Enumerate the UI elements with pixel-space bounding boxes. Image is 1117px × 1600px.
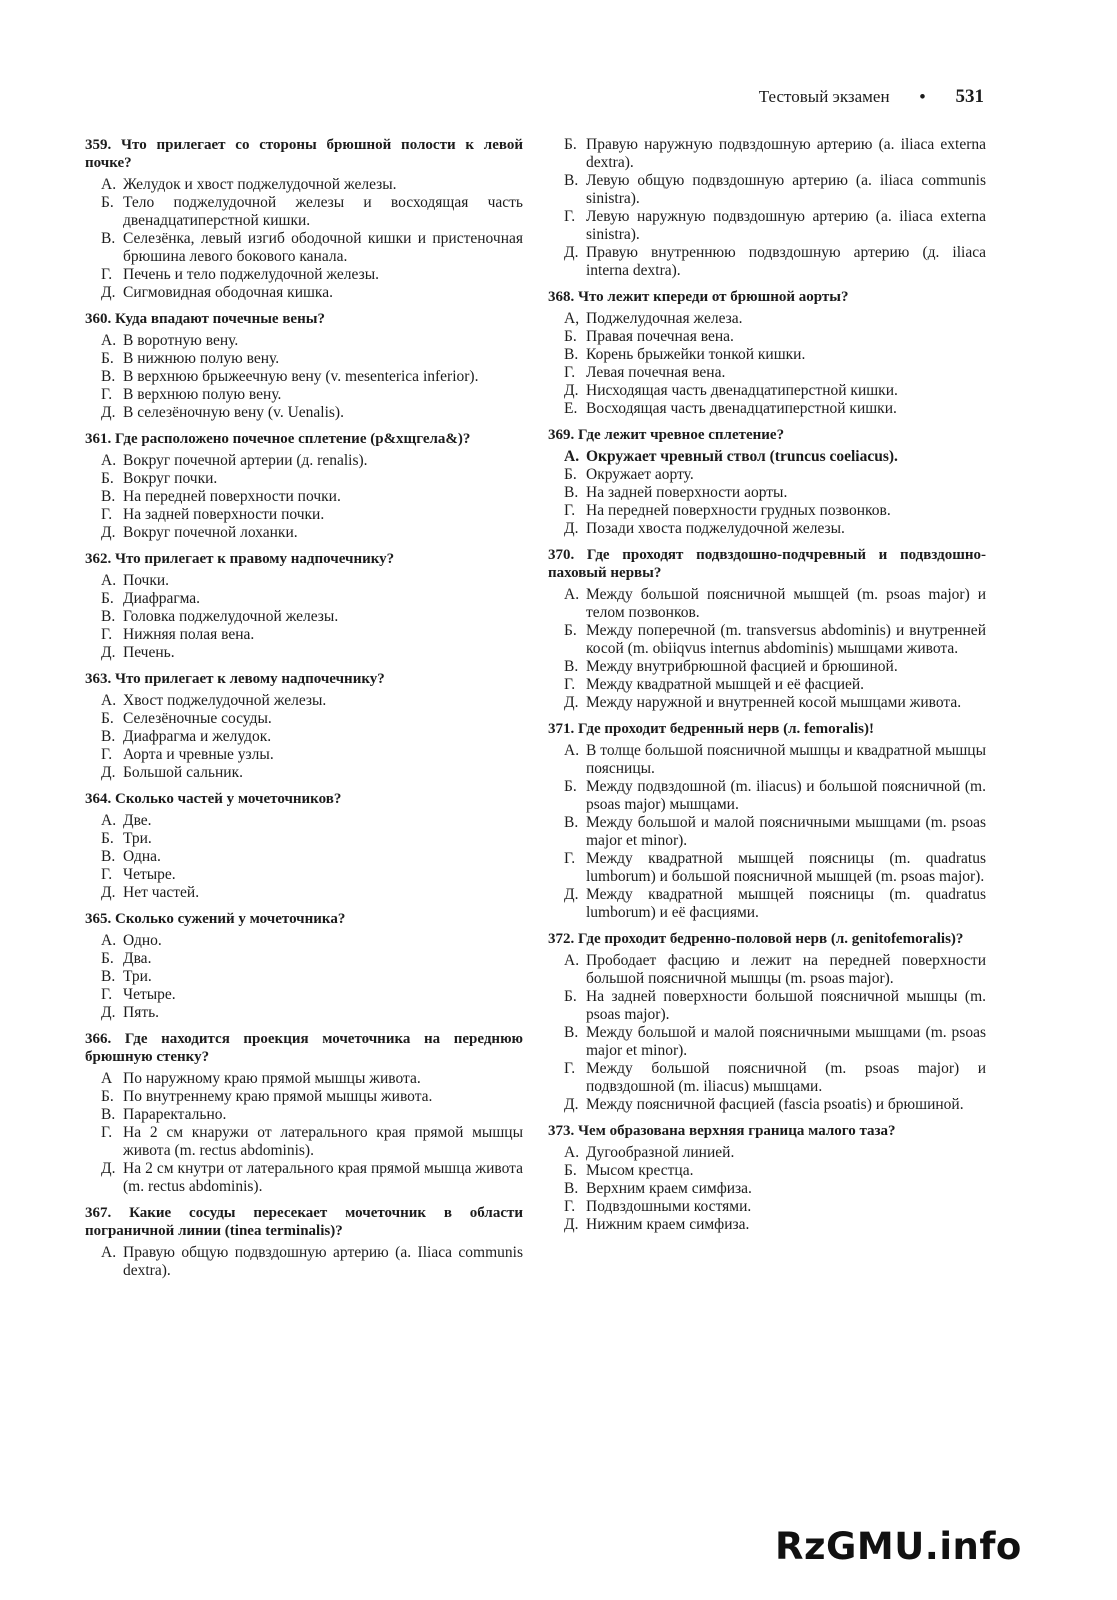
answer-text: Левая почечная вена. xyxy=(586,364,726,381)
answer-option xyxy=(85,812,523,830)
answer-letter: В. xyxy=(564,658,579,675)
answer-text: Большой сальник. xyxy=(123,764,243,781)
answer-letter: А. xyxy=(101,692,117,709)
question-title: 368. Что лежит кпереди от брюшной аорты? xyxy=(548,289,849,305)
answer-option xyxy=(548,136,986,172)
answer-letter: А. xyxy=(564,742,580,759)
answer-letter: Д. xyxy=(101,644,116,661)
answer-letter: Г. xyxy=(101,506,113,523)
answer-letter: Б. xyxy=(101,590,114,607)
answer-option xyxy=(85,710,523,728)
answer-option xyxy=(548,742,986,778)
answer-letter: Г. xyxy=(101,266,113,283)
answer-letter: Б. xyxy=(101,350,114,367)
answer-letter: В. xyxy=(564,814,579,831)
answer-letter: А. xyxy=(101,572,117,589)
answer-text: Окружает аорту. xyxy=(586,466,694,483)
answer-option xyxy=(85,350,523,368)
answer-option xyxy=(85,884,523,902)
answer-text: Диафрагма и желудок. xyxy=(123,728,272,745)
answer-option xyxy=(85,176,523,194)
answer-letter: В. xyxy=(101,368,116,385)
answer-option xyxy=(548,1024,986,1060)
answer-letter: А. xyxy=(101,332,117,349)
answer-text: Между большой поясничной (m. psoas major) и подвздошной (m. iliacus) мышцами. xyxy=(586,1060,986,1095)
answer-letter: А xyxy=(101,1070,113,1087)
answer-option xyxy=(548,586,986,622)
answer-letter: Д. xyxy=(564,694,579,711)
answer-text: На передней поверхности почки. xyxy=(123,488,341,505)
answer-text: Прободает фасцию и лежит на передней поверхности большой поясничной мышцы (m. psoas major). xyxy=(586,952,986,987)
answer-letter: Д. xyxy=(564,244,579,261)
answer-option xyxy=(548,1096,986,1114)
answer-letter: А. xyxy=(564,448,580,465)
answer-letter: Б. xyxy=(564,988,577,1005)
answer-text: Нижним краем симфиза. xyxy=(586,1216,750,1233)
answer-letter: Г. xyxy=(564,676,576,693)
question-block xyxy=(548,546,986,712)
answer-option xyxy=(85,452,523,470)
question-title: 361. Где расположено почечное сплетение (p&хщгела&)? xyxy=(85,431,471,447)
question-block xyxy=(85,790,523,902)
answer-option xyxy=(85,626,523,644)
answer-text: Тело поджелудочной железы и восходящая часть двенадцатиперстной кишки. xyxy=(123,194,523,229)
answer-option xyxy=(85,644,523,662)
answer-option xyxy=(85,572,523,590)
answer-letter: В. xyxy=(101,848,116,865)
answer-letter: Д. xyxy=(101,764,116,781)
answer-option xyxy=(85,764,523,782)
answer-text: Левую общую подвздошную артерию (a. iliaca communis sinistra). xyxy=(586,172,986,207)
answer-text: В нижнюю полую вену. xyxy=(123,350,280,367)
answer-text: Окружает чревный ствол (truncus coeliacus). xyxy=(586,448,898,465)
question-title: 362. Что прилегает к правому надпочечнику? xyxy=(85,551,395,567)
answer-text: Три. xyxy=(123,830,152,847)
answer-option xyxy=(548,778,986,814)
answer-text: Между квадратной мышцей поясницы (m. quadratus lumborum) и её фасциями. xyxy=(586,886,986,921)
answer-option xyxy=(85,1244,523,1280)
answer-text: Между внутрибрюшной фасцией и брюшиной. xyxy=(586,658,898,675)
answer-letter: Г. xyxy=(564,364,576,381)
answer-text: Правую общую подвздошную артерию (a. Iliaca communis dextra). xyxy=(123,1244,523,1279)
answer-text: Между большой и малой поясничными мышцами (m. psoas major et minor). xyxy=(586,1024,986,1059)
answer-letter: В. xyxy=(101,608,116,625)
answer-text: На 2 см кнаружи от латерального края прямой мышцы живота (m. rectus abdominis). xyxy=(123,1124,523,1159)
answer-text: Между большой и малой поясничными мышцами (m. psoas major et minor). xyxy=(586,814,986,849)
answer-option xyxy=(85,848,523,866)
answer-option xyxy=(548,952,986,988)
answer-letter: Б. xyxy=(101,194,114,211)
question-block xyxy=(548,426,986,538)
answer-text: В толще большой поясничной мышцы и квадратной мышцы поясницы. xyxy=(586,742,986,777)
answer-option xyxy=(548,364,986,382)
answer-option xyxy=(85,404,523,422)
answer-letter: А. xyxy=(101,932,117,949)
answer-text: Левую наружную подвздошную артерию (a. iliaca externa sinistra). xyxy=(586,208,986,243)
answer-letter: Д. xyxy=(101,404,116,421)
answer-text: Четыре. xyxy=(123,866,176,883)
answer-letter: В. xyxy=(564,172,579,189)
answer-text: Между подвздошной (m. iliacus) и большой поясничной (m. psoas major) мышцами. xyxy=(586,778,986,813)
answer-letter: В. xyxy=(101,488,116,505)
answer-option xyxy=(85,746,523,764)
question-block xyxy=(85,310,523,422)
answer-letter: Б. xyxy=(564,778,577,795)
answer-text: Диафрагма. xyxy=(123,590,201,607)
left-column xyxy=(85,136,523,1288)
answer-letter: Д. xyxy=(101,284,116,301)
answer-text: Между поясничной фасцией (fascia psoatis) и брюшиной. xyxy=(586,1096,964,1113)
answer-text: Три. xyxy=(123,968,152,985)
answer-text: В селезёночную вену (v. Uenalis). xyxy=(123,404,344,421)
answer-letter: Д. xyxy=(101,524,116,541)
answer-letter: В. xyxy=(564,1024,579,1041)
answer-option xyxy=(85,932,523,950)
answer-text: На передней поверхности грудных позвонков. xyxy=(586,502,891,519)
answer-text: Сигмовидная ободочная кишка. xyxy=(123,284,333,301)
answer-option xyxy=(85,1088,523,1106)
answer-option xyxy=(85,1004,523,1022)
answer-option xyxy=(548,1198,986,1216)
answer-letter: Г. xyxy=(101,986,113,1003)
answer-text: Правая почечная вена. xyxy=(586,328,734,345)
answer-letter: Б. xyxy=(564,466,577,483)
answer-letter: Г. xyxy=(101,1124,113,1141)
answer-text: Параректально. xyxy=(123,1106,227,1123)
answer-text: В верхнюю брыжеечную вену (v. mesenterica inferior). xyxy=(123,368,479,385)
page-number: 531 xyxy=(955,86,984,107)
answer-letter: В. xyxy=(564,1180,579,1197)
question-title: 372. Где проходит бедренно-половой нерв (л. genitofemoralis)? xyxy=(548,931,964,947)
answer-text: Подвздошными костями. xyxy=(586,1198,752,1215)
answer-option xyxy=(548,172,986,208)
answer-text: Вокруг почки. xyxy=(123,470,218,487)
question-title: 365. Сколько сужений у мочеточника? xyxy=(85,911,346,927)
answer-letter: Б. xyxy=(101,830,114,847)
answer-option xyxy=(85,866,523,884)
answer-letter: А. xyxy=(101,1244,117,1261)
question-block xyxy=(85,550,523,662)
running-header xyxy=(759,86,984,108)
answer-text: Поджелудочная железа. xyxy=(586,310,743,327)
answer-option xyxy=(548,814,986,850)
answer-option xyxy=(548,448,986,466)
answer-option xyxy=(548,244,986,280)
answer-letter: Б. xyxy=(101,1088,114,1105)
answer-letter: А. xyxy=(101,812,117,829)
answer-text: Печень. xyxy=(123,644,175,661)
question-block xyxy=(85,1204,523,1280)
answer-letter: А. xyxy=(101,176,117,193)
answer-letter: Г. xyxy=(101,866,113,883)
answer-option xyxy=(85,488,523,506)
answer-letter: А. xyxy=(101,452,117,469)
answer-letter: Д. xyxy=(101,1160,116,1177)
answer-option xyxy=(85,968,523,986)
answer-text: Четыре. xyxy=(123,986,176,1003)
answer-option xyxy=(548,1180,986,1198)
answer-letter: В. xyxy=(101,230,116,247)
answer-letter: Б. xyxy=(101,710,114,727)
answer-text: Между квадратной мышцей поясницы (m. quadratus lumborum) и большой поясничной мышцей (m. psoas major). xyxy=(586,850,986,885)
answer-text: Дугообразной линией. xyxy=(586,1144,735,1161)
answer-text: Головка поджелудочной железы. xyxy=(123,608,339,625)
question-block xyxy=(548,930,986,1114)
answer-text: Между большой поясничной мышцей (m. psoas major) и телом позвонков. xyxy=(586,586,986,621)
answer-option xyxy=(548,676,986,694)
question-block xyxy=(548,288,986,418)
answer-text: На 2 см кнутри от латерального края прямой мышца живота (m. rectus abdominis). xyxy=(123,1160,523,1195)
question-block xyxy=(85,136,523,302)
answer-option xyxy=(85,524,523,542)
answer-option xyxy=(85,608,523,626)
answer-letter: Г. xyxy=(101,626,113,643)
answer-text: Позади хвоста поджелудочной железы. xyxy=(586,520,845,537)
answer-text: Правую внутреннюю подвздошную артерию (д. iliaca interna dextra). xyxy=(586,244,986,279)
answer-text: Верхним краем симфиза. xyxy=(586,1180,752,1197)
question-title: 373. Чем образована верхняя граница малого таза? xyxy=(548,1123,896,1139)
answer-text: Почки. xyxy=(123,572,170,589)
answer-option xyxy=(85,470,523,488)
answer-option xyxy=(548,208,986,244)
question-title: 369. Где лежит чревное сплетение? xyxy=(548,427,785,443)
answer-text: Желудок и хвост поджелудочной железы. xyxy=(123,176,397,193)
answer-option xyxy=(548,382,986,400)
answer-text: В воротную вену. xyxy=(123,332,239,349)
answer-letter: А. xyxy=(564,1144,580,1161)
answer-text: Селезёнка, левый изгиб ободочной кишки и пристеночная брюшина левого бокового канала. xyxy=(123,230,523,265)
answer-text: По наружному краю прямой мышцы живота. xyxy=(123,1070,421,1087)
answer-option xyxy=(548,850,986,886)
answer-option xyxy=(85,1070,523,1088)
answer-text: Селезёночные сосуды. xyxy=(123,710,272,727)
answer-option xyxy=(548,466,986,484)
answer-option xyxy=(548,988,986,1024)
answer-letter: Г. xyxy=(564,502,576,519)
question-block xyxy=(85,670,523,782)
answer-text: На задней поверхности большой поясничной мышцы (m. psoas major). xyxy=(586,988,986,1023)
answer-option xyxy=(85,332,523,350)
question-block xyxy=(548,1122,986,1234)
answer-letter: Г. xyxy=(564,1198,576,1215)
answer-letter: Д. xyxy=(564,382,579,399)
answer-option xyxy=(548,1060,986,1096)
answer-option xyxy=(548,1162,986,1180)
answer-letter: Е. xyxy=(564,400,578,417)
answer-letter: В. xyxy=(564,346,579,363)
answer-option xyxy=(85,386,523,404)
answer-text: На задней поверхности аорты. xyxy=(586,484,788,501)
answer-text: Восходящая часть двенадцатиперстной кишки. xyxy=(586,400,897,417)
answer-option xyxy=(85,1124,523,1160)
question-title: 370. Где проходят подвздошно-подчревный и подвздошно-паховый нервы? xyxy=(548,547,986,581)
answer-option xyxy=(85,950,523,968)
answer-text: Нижняя полая вена. xyxy=(123,626,255,643)
answer-text: Нет частей. xyxy=(123,884,200,901)
answer-option xyxy=(548,1144,986,1162)
answer-option xyxy=(548,502,986,520)
answer-option xyxy=(548,1216,986,1234)
answer-text: Между поперечной (m. transversus abdominis) и внутренней косой (m. obiiqvus internus abdominis) мышцами живота. xyxy=(586,622,986,657)
answer-option xyxy=(548,328,986,346)
answer-option xyxy=(85,230,523,266)
answer-letter: А. xyxy=(564,952,580,969)
answer-option xyxy=(548,658,986,676)
answer-text: На задней поверхности почки. xyxy=(123,506,325,523)
question-title: 366. Где находится проекция мочеточника на переднюю брюшную стенку? xyxy=(85,1031,523,1065)
header-separator: • xyxy=(919,87,926,106)
answer-text: Мысом крестца. xyxy=(586,1162,694,1179)
answer-letter: А, xyxy=(564,310,580,327)
answer-option xyxy=(548,310,986,328)
question-title: 367. Какие сосуды пересекает мочеточник в области пограничной линии (tinea terminalis)? xyxy=(85,1205,523,1239)
answer-option xyxy=(85,368,523,386)
answer-option xyxy=(85,284,523,302)
answer-option xyxy=(85,590,523,608)
question-block xyxy=(548,136,986,280)
answer-letter: Д. xyxy=(564,1216,579,1233)
answer-option xyxy=(548,886,986,922)
answer-text: Две. xyxy=(123,812,152,829)
answer-letter: Д. xyxy=(564,520,579,537)
answer-letter: Г. xyxy=(101,746,113,763)
question-block xyxy=(85,910,523,1022)
answer-text: В верхнюю полую вену. xyxy=(123,386,282,403)
answer-text: Одно. xyxy=(123,932,162,949)
question-block xyxy=(85,430,523,542)
answer-letter: Д. xyxy=(101,1004,116,1021)
answer-text: Аорта и чревные узлы. xyxy=(123,746,274,763)
answer-option xyxy=(85,194,523,230)
answer-option xyxy=(85,830,523,848)
answer-option xyxy=(85,728,523,746)
answer-option xyxy=(548,346,986,364)
answer-letter: Б. xyxy=(564,136,577,153)
answer-option xyxy=(548,484,986,502)
answer-letter: Г. xyxy=(564,850,576,867)
answer-option xyxy=(85,692,523,710)
answer-text: Печень и тело поджелудочной железы. xyxy=(123,266,380,283)
answer-option xyxy=(85,506,523,524)
question-block xyxy=(548,720,986,922)
answer-text: Между квадратной мышцей и её фасцией. xyxy=(586,676,865,693)
answer-letter: Б. xyxy=(101,950,114,967)
answer-text: Пять. xyxy=(123,1004,160,1021)
answer-text: Правую наружную подвздошную артерию (a. iliaca externa dextra). xyxy=(586,136,986,171)
answer-option xyxy=(85,1160,523,1196)
answer-option xyxy=(548,694,986,712)
running-title: Тестовый экзамен xyxy=(758,87,890,106)
question-title: 371. Где проходит бедренный нерв (л. femoralis)! xyxy=(548,721,874,737)
answer-letter: Г. xyxy=(564,1060,576,1077)
question-block xyxy=(85,1030,523,1196)
answer-letter: В. xyxy=(101,968,116,985)
answer-letter: Г. xyxy=(101,386,113,403)
answer-letter: Д. xyxy=(564,886,579,903)
question-title: 360. Куда впадают почечные вены? xyxy=(85,311,325,327)
answer-option xyxy=(85,1106,523,1124)
answer-text: Хвост поджелудочной железы. xyxy=(123,692,327,709)
answer-letter: В. xyxy=(101,728,116,745)
answer-option xyxy=(548,400,986,418)
answer-option xyxy=(85,986,523,1004)
answer-text: Корень брыжейки тонкой кишки. xyxy=(586,346,806,363)
answer-text: Нисходящая часть двенадцатиперстной кишки. xyxy=(586,382,898,399)
question-title: 364. Сколько частей у мочеточников? xyxy=(85,791,342,807)
answer-letter: Г. xyxy=(564,208,576,225)
answer-text: Между наружной и внутренней косой мышцами живота. xyxy=(586,694,962,711)
answer-text: Вокруг почечной лоханки. xyxy=(123,524,298,541)
answer-text: По внутреннему краю прямой мышцы живота. xyxy=(123,1088,433,1105)
answer-letter: Б. xyxy=(101,470,114,487)
answer-text: Вокруг почечной артерии (д. renalis). xyxy=(123,452,368,469)
answer-letter: В. xyxy=(101,1106,116,1123)
right-column xyxy=(548,136,986,1242)
answer-letter: А. xyxy=(564,586,580,603)
answer-letter: Б. xyxy=(564,1162,577,1179)
answer-text: Одна. xyxy=(123,848,161,865)
site-watermark: RzGMU.info xyxy=(775,1525,1022,1568)
answer-letter: В. xyxy=(564,484,579,501)
answer-letter: Б. xyxy=(564,328,577,345)
question-title: 359. Что прилегает со стороны брюшной полости к левой почке? xyxy=(85,137,523,171)
answer-text: Два. xyxy=(123,950,152,967)
answer-option xyxy=(548,622,986,658)
answer-option xyxy=(548,520,986,538)
answer-letter: Д. xyxy=(101,884,116,901)
question-title: 363. Что прилегает к левому надпочечнику? xyxy=(85,671,385,687)
answer-letter: Д. xyxy=(564,1096,579,1113)
answer-letter: Б. xyxy=(564,622,577,639)
answer-option xyxy=(85,266,523,284)
